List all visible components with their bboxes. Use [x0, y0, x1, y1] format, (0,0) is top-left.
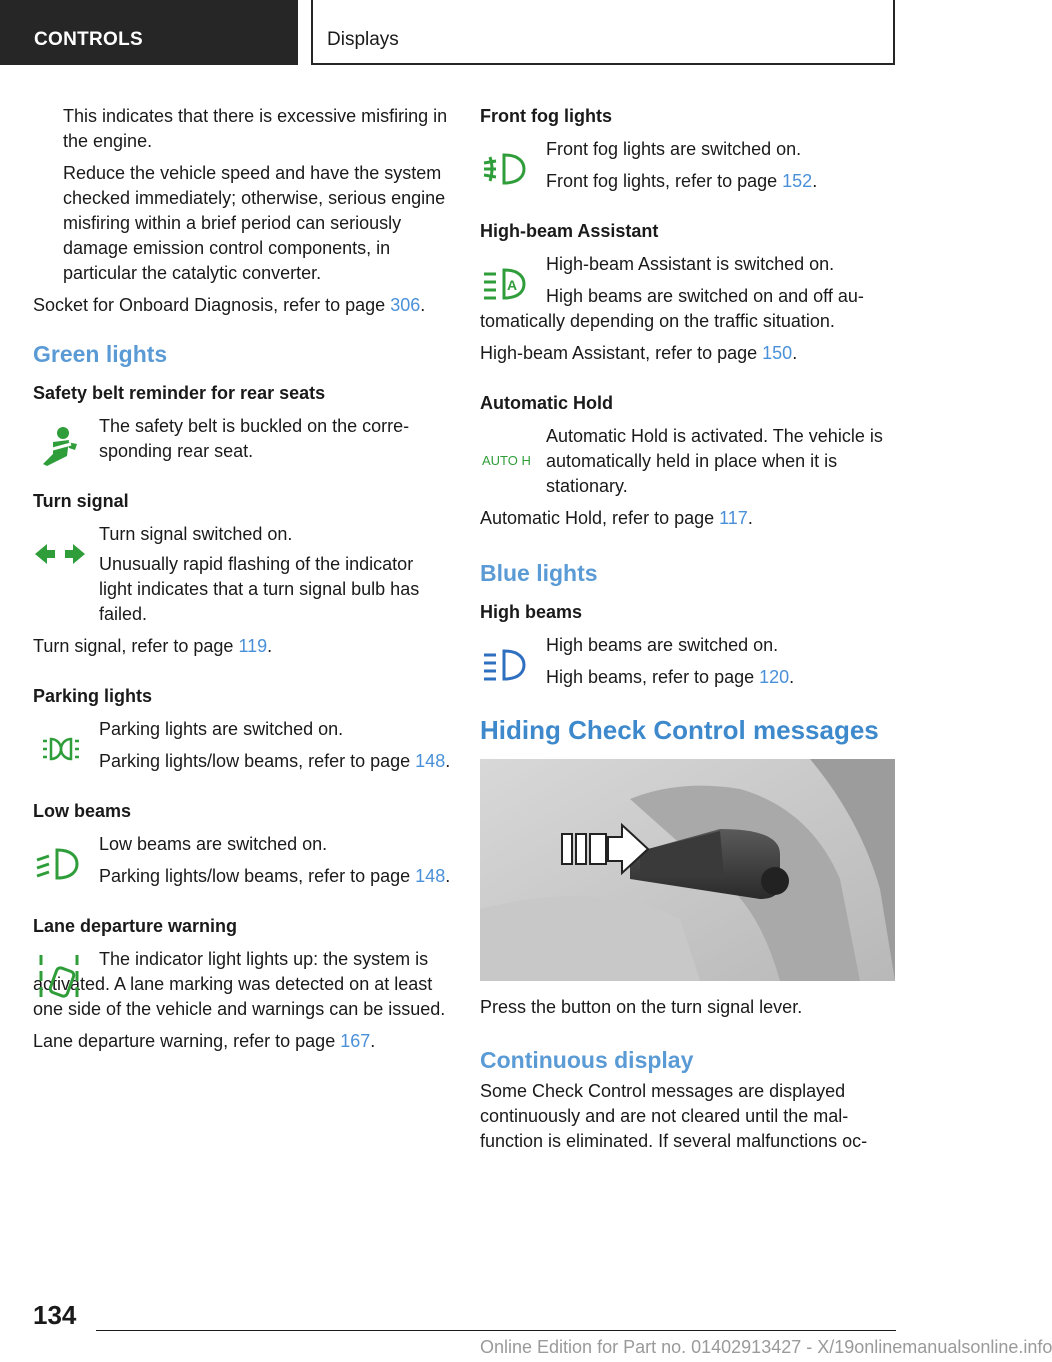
- low-beams-item: [33, 832, 451, 889]
- header-title: [311, 0, 895, 65]
- low-beams-reference: Parking lights/low beams, refer to page 148.: [99, 866, 451, 886]
- fog-lights-item: [480, 137, 895, 194]
- turn-signal-title: Turn signal: [33, 491, 129, 511]
- high-beam-icon: [480, 643, 536, 687]
- header-title-label: Displays: [327, 29, 399, 50]
- turn-signal-text-1: Turn signal switched on.: [99, 524, 293, 544]
- turn-signal-item: [33, 522, 451, 547]
- lane-departure-item: [33, 947, 451, 1022]
- fog-lights-text: Front fog lights are switched on.: [546, 139, 802, 159]
- hba-item: [480, 252, 895, 334]
- high-beams-reference-text: High beams, refer to page: [546, 667, 760, 687]
- hba-title: High-beam Assistant: [480, 221, 659, 241]
- hiding-messages-heading: Hiding Check Control messages: [480, 715, 879, 745]
- seatbelt-title: Safety belt reminder for rear seats: [33, 383, 326, 403]
- turn-signal-reference-text: Turn signal, refer to page: [33, 636, 239, 656]
- seatbelt-icon: [33, 424, 89, 468]
- footer-divider: [96, 1330, 896, 1331]
- lane-departure-reference-text: Lane departure warning, refer to page: [33, 1031, 341, 1051]
- low-beam-icon: [33, 842, 89, 886]
- turn-signal-text-2: [33, 552, 451, 627]
- page-number: 134: [33, 1300, 77, 1330]
- green-lights-heading: Green lights: [33, 341, 168, 367]
- parking-lights-icon: [33, 727, 89, 771]
- footer-edition: Online Edition for Part no. 01402913427 - X/19onlinemanualsonline.info: [480, 1337, 1052, 1357]
- lane-departure-reference: Lane departure warning, refer to page 167.: [33, 1031, 376, 1051]
- left-column: [33, 104, 451, 1061]
- page-link-117[interactable]: 117: [719, 508, 748, 528]
- header-section: [0, 0, 298, 65]
- turn-signal-lever-photo: [480, 759, 895, 981]
- lane-departure-text: The indicator light lights up: the system is activated. A lane marking was detected on at least one side of the vehicle and warnings can be issued.: [33, 949, 446, 1019]
- page-link-306[interactable]: 306: [390, 295, 421, 315]
- low-beams-reference-text: Parking lights/low beams, refer to page: [99, 866, 416, 886]
- parking-lights-text: Parking lights are switched on.: [99, 719, 344, 739]
- lane-departure-icon: [33, 951, 89, 1007]
- page-link-148-a[interactable]: 148: [415, 751, 446, 771]
- auto-hold-item: [480, 424, 895, 499]
- fog-light-icon: [480, 147, 536, 191]
- auto-hold-icon: [480, 438, 536, 482]
- seatbelt-text: The safety belt is buckled on the corresponding rear seat.: [99, 416, 410, 461]
- continuous-display-text: Some Check Control messages are displayed continuously and are not cleared until the malfunction is eliminated. If several malfunctions oc-: [480, 1081, 868, 1151]
- auto-hold-reference: Automatic Hold, refer to page 117.: [480, 508, 753, 528]
- high-beam-assistant-icon: [480, 262, 536, 306]
- fog-lights-title: Front fog lights: [480, 106, 612, 126]
- continuous-display-heading: Continuous display: [480, 1047, 694, 1073]
- low-beams-text: Low beams are switched on.: [99, 834, 328, 854]
- seatbelt-item: [33, 414, 451, 464]
- parking-lights-title: Parking lights: [33, 686, 153, 706]
- page-link-119[interactable]: 119: [238, 636, 268, 656]
- auto-hold-reference-text: Automatic Hold, refer to page: [480, 508, 720, 528]
- obd-reference: Socket for Onboard Diagnosis, refer to page 306.: [33, 295, 426, 315]
- turn-signal-reference: Turn signal, refer to page 119.: [33, 636, 273, 656]
- hba-text-1: High-beam Assistant is switched on.: [546, 254, 835, 274]
- right-column: [480, 104, 895, 1161]
- parking-lights-item: [33, 717, 451, 774]
- fog-lights-reference: Front fog lights, refer to page 152.: [546, 171, 818, 191]
- hba-reference-text: High-beam Assistant, refer to page: [480, 343, 763, 363]
- press-button-text: Press the button on the turn signal lever.: [480, 997, 803, 1017]
- turn-signal-text-2-body: Unusually rapid flashing of the indicator light indicates that a turn signal bulb has failed.: [99, 554, 420, 624]
- hba-text-2: High beams are switched on and off automatically depending on the traffic situation.: [480, 286, 864, 331]
- page-link-152[interactable]: 152: [782, 171, 813, 191]
- blue-lights-heading: Blue lights: [480, 560, 598, 586]
- lane-departure-title: Lane departure warning: [33, 916, 238, 936]
- header-section-label: CONTROLS: [34, 29, 144, 50]
- auto-hold-title: Automatic Hold: [480, 393, 613, 413]
- high-beams-title: High beams: [480, 602, 583, 622]
- page-link-120[interactable]: 120: [759, 667, 790, 687]
- auto-hold-icon-text: AUTO H: [482, 453, 531, 468]
- fog-lights-reference-text: Front fog lights, refer to page: [546, 171, 783, 191]
- low-beams-title: Low beams: [33, 801, 132, 821]
- high-beams-item: [480, 633, 895, 690]
- parking-lights-reference-text: Parking lights/low beams, refer to page: [99, 751, 416, 771]
- high-beams-reference: High beams, refer to page 120.: [546, 667, 795, 687]
- parking-lights-reference: Parking lights/low beams, refer to page 148.: [99, 751, 451, 771]
- auto-hold-text: Automatic Hold is activated. The vehicle is automatically held in place when it is stationary.: [546, 426, 883, 496]
- page-link-167[interactable]: 167: [340, 1031, 371, 1051]
- hba-reference: High-beam Assistant, refer to page 150.: [480, 343, 798, 363]
- page-link-148-b[interactable]: 148: [415, 866, 446, 886]
- obd-reference-text: Socket for Onboard Diagnosis, refer to page: [33, 295, 391, 315]
- page-link-150[interactable]: 150: [762, 343, 793, 363]
- misfire-text-1: This indicates that there is excessive misfiring in the engine.: [63, 106, 448, 151]
- high-beams-text: High beams are switched on.: [546, 635, 779, 655]
- turn-signal-icon: [33, 532, 89, 576]
- svg-text:A: A: [507, 277, 518, 293]
- misfire-text-2: Reduce the vehicle speed and have the system checked immediately; otherwise, serious engine misfiring within a brief period can seriously damage emission control components, in particular the catalytic converter.: [63, 163, 446, 283]
